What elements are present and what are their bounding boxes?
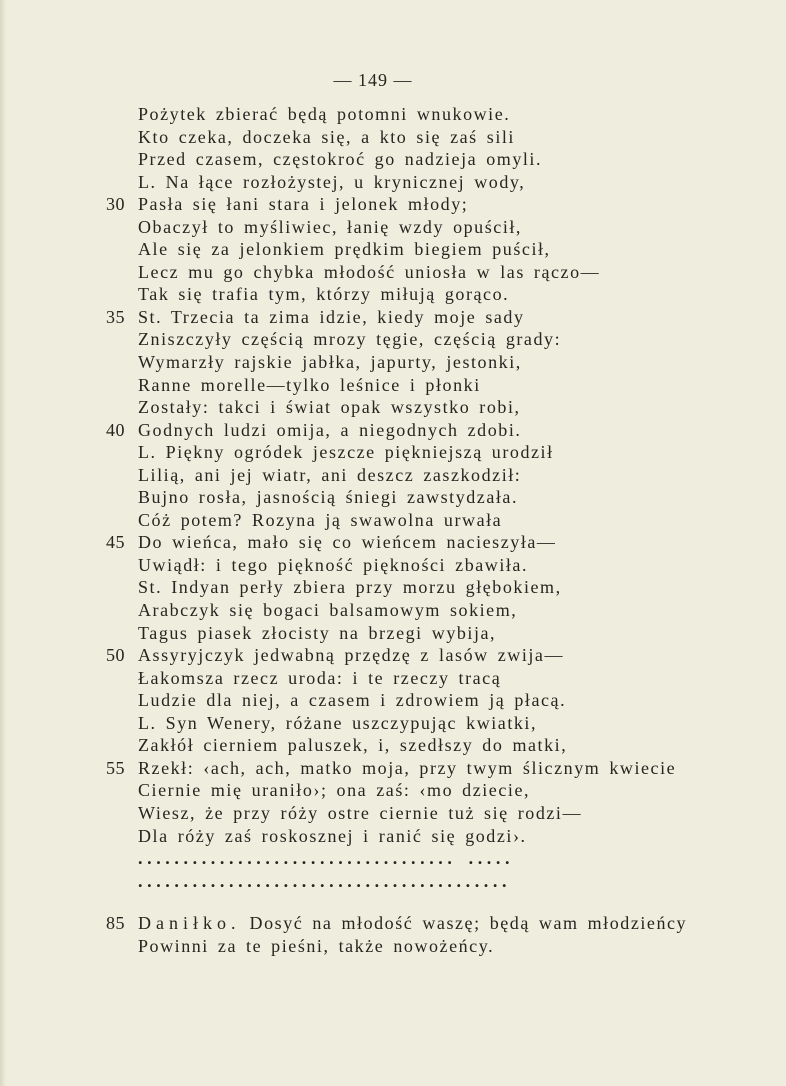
verse-line: [0, 509, 786, 532]
verse-line: [0, 328, 786, 351]
verse-text: St. Indyan perły zbiera przy morzu głębokiem,: [138, 577, 562, 598]
ellipsis-line: [0, 847, 786, 870]
verse-text: Do wieńca, mało się co wieńcem nacieszyła—: [138, 532, 557, 553]
verse-text: L. Na łące rozłożystej, u krynicznej wody,: [138, 171, 526, 192]
verse-text-content: Dosyć na młodość waszę; będą wam młodzieńcy: [240, 913, 688, 934]
omission-dots: ................................... .....: [138, 848, 515, 869]
verse-line: [0, 554, 786, 577]
verse-line: [0, 576, 786, 599]
verse-line: [0, 667, 786, 690]
verse-line: [0, 148, 786, 171]
verse-line: [0, 441, 786, 464]
verse-text: Wymarzły rajskie jabłka, japurty, jestonki,: [138, 352, 522, 373]
line-number: 85: [106, 913, 125, 934]
verse-text: Godnych ludzi omija, a niegodnych zdobi.: [138, 419, 522, 440]
verse-text: Tagus piasek złocisty na brzegi wybija,: [138, 622, 497, 643]
line-number: 35: [106, 306, 125, 327]
verse-text: Ciernie mię uraniło›; ona zaś: ‹mo dziecie,: [138, 780, 531, 801]
verse-line: [0, 486, 786, 509]
verse-line: [0, 734, 786, 757]
verse-line: [0, 171, 786, 194]
verse-line: [0, 126, 786, 149]
verse-line: [0, 351, 786, 374]
line-number: 30: [106, 194, 125, 215]
verse-text: Lecz mu go chybka młodość uniosła w las rączo—: [138, 261, 601, 282]
verse-line: [0, 396, 786, 419]
verse-text: Łakomsza rzecz uroda: i te rzeczy tracą: [138, 667, 502, 688]
verse-line: [0, 599, 786, 622]
ellipsis-line: [0, 870, 786, 893]
verse-line: [0, 935, 786, 958]
verse-line: [0, 238, 786, 261]
verse-text: Pasła się łani stara i jelonek młody;: [138, 194, 469, 215]
verse-text: Cóż potem? Rozyna ją swawolna urwała: [138, 509, 503, 530]
verse-text: [138, 935, 494, 958]
verse-line: [0, 779, 786, 802]
verse-line: [0, 103, 786, 126]
verse-text: Pożytek zbierać będą potomni wnukowie.: [138, 104, 511, 124]
verse-line: [0, 283, 786, 306]
verse-text: L. Piękny ogródek jeszcze piękniejszą urodził: [138, 442, 554, 463]
verse-line: [0, 216, 786, 239]
verse-line: [0, 261, 786, 284]
verse-text: [138, 912, 687, 935]
verse-line: [0, 757, 786, 780]
verse-text: Obaczył to myśliwiec, łanię wzdy opuścił,: [138, 216, 522, 237]
verse-text: Uwiądł: i tego piękność piękności zbawiła.: [138, 554, 529, 575]
verse-text: St. Trzecia ta zima idzie, kiedy moje sady: [138, 306, 525, 327]
verse-line: [0, 689, 786, 712]
poem-body: [0, 103, 786, 957]
line-number: 40: [106, 419, 125, 440]
verse-text: Bujno rosła, jasnością śniegi zawstydzała.: [138, 487, 519, 508]
verse-text: Lilią, ani jej wiatr, ani deszcz zaszkodził:: [138, 464, 522, 485]
verse-line: [0, 644, 786, 667]
verse-text: Ale się za jelonkiem prędkim biegiem puścił,: [138, 239, 551, 260]
verse-text: Tak się trafia tym, którzy miłują gorąco.: [138, 284, 510, 305]
verse-line: [0, 712, 786, 735]
verse-text: Zniszczyły częścią mrozy tęgie, częścią grady:: [138, 329, 562, 350]
verse-text: Kto czeka, doczeka się, a kto się zaś sili: [138, 126, 515, 147]
verse-text: Dla róży zaś roskosznej i ranić się godzi›.: [138, 825, 527, 846]
spacer: [0, 892, 786, 912]
verse-line: [0, 464, 786, 487]
verse-text: Rzekł: ‹ach, ach, matko moja, przy twym ślicznym kwiecie: [138, 757, 677, 778]
verse-text: Zostały: takci i świat opak wszystko robi,: [138, 397, 521, 418]
line-number: 45: [106, 532, 125, 553]
line-number: 50: [106, 645, 125, 666]
verse-line: [0, 825, 786, 848]
verse-line: [0, 622, 786, 645]
page-number: — 149 —: [333, 70, 413, 90]
verse-line: [0, 802, 786, 825]
verse-text: Ranne morelle—tylko leśnice i płonki: [138, 374, 481, 395]
verse-line: [0, 912, 786, 935]
line-number: 55: [106, 757, 125, 778]
verse-line: [0, 374, 786, 397]
verse-text: Arabczyk się bogaci balsamowym sokiem,: [138, 600, 518, 621]
verse-line: [0, 306, 786, 329]
verse-text: Zakłół cierniem paluszek, i, szedłszy do matki,: [138, 735, 568, 756]
verse-text: Ludzie dla niej, a czasem i zdrowiem ją płacą.: [138, 690, 567, 711]
speaker-name: Daniłko.: [138, 913, 241, 934]
verse-text: Assyryjczyk jedwabną przędzę z lasów zwija—: [138, 645, 565, 666]
omission-dots: .........................................: [138, 870, 512, 891]
verse-line: [0, 531, 786, 554]
verse-text: Przed czasem, częstokroć go nadzieja omyli.: [138, 149, 543, 170]
verse-line: [0, 193, 786, 216]
verse-text-content: Powinni za te pieśni, także nowożeńcy.: [138, 935, 495, 956]
verse-text: Wiesz, że przy róży ostre ciernie tuż się rodzi—: [138, 802, 583, 823]
verse-line: [0, 419, 786, 442]
verse-text: L. Syn Wenery, różane uszczypując kwiatki,: [138, 712, 538, 733]
